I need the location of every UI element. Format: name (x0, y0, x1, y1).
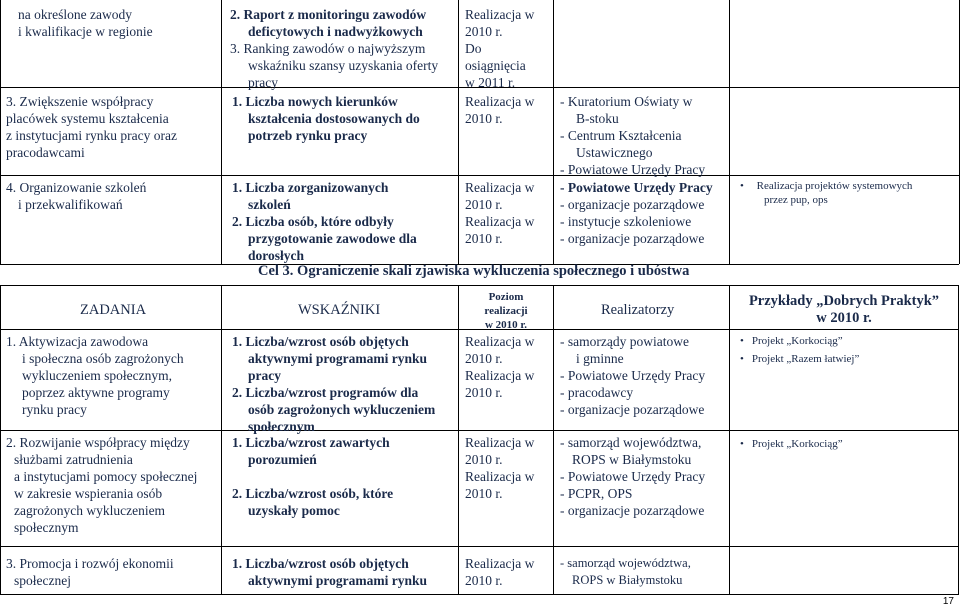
indicator-cell: 1. Liczba/wzrost osób objętych aktywnymi programami rynku (232, 556, 428, 588)
level-cell: Realizacja w 2010 r. Realizacja w 2010 r. (465, 435, 535, 501)
example-item: • Realizacja projektów systemowych przez pup, ops (740, 180, 913, 206)
implementers-cell: - samorządy powiatowe i gminne - Powiatowe Urzędy Pracy - pracodawcy - organizacje pozarządowe (560, 334, 706, 417)
task-cell: 3. Zwiększenie współpracy placówek systemu kształcenia z instytucjami rynku pracy oraz pracodawcami (6, 94, 177, 160)
example-item: • Projekt „Korkociąg” (740, 335, 843, 347)
bullet-icon: • (740, 353, 744, 365)
level-cell: Realizacja w 2010 r. Realizacja w 2010 r. (465, 180, 535, 246)
implementers-cell: - samorząd województwa, ROPS w Białymstoku (560, 556, 691, 587)
page-number: 17 (942, 596, 954, 607)
bullet-icon: • (740, 180, 744, 192)
task-cell: 4. Organizowanie szkoleń i przekwalifikowań (6, 180, 147, 212)
level-cell: Realizacja w 2010 r. Do osiągnięcia w 2011 r. (465, 7, 535, 90)
task-cell: 2. Rozwijanie współpracy między służbami zatrudnienia a instytucjami pomocy społecznej w zakresie wspierania osób zagrożonych wykluczeniem społecznym (6, 435, 198, 535)
indicator-cell: 2. Raport z monitoringu zawodów deficytowych i nadwyżkowych 3. Ranking zawodów o najwyższym wskaźniku szansy uzyskania oferty pracy (230, 7, 439, 90)
implementers-cell: - Kuratorium Oświaty w B-stoku - Centrum Kształcenia Ustawicznego - Powiatowe Urzędy Pracy (560, 94, 706, 177)
goal-heading: Cel 3. Ograniczenie skali zjawiska wykluczenia społecznego i ubóstwa (258, 263, 690, 279)
task-cell: 1. Aktywizacja zawodowa i społeczna osób zagrożonych wykluczeniem społecznym, poprzez aktywne programy rynku pracy (6, 334, 184, 417)
header-implementers: Realizatorzy (601, 302, 675, 318)
level-cell: Realizacja w 2010 r. Realizacja w 2010 r. (465, 334, 535, 400)
example-list (740, 334, 859, 366)
implementers-cell: - samorząd województwa, ROPS w Białymstoku - Powiatowe Urzędy Pracy - PCPR, OPS - organizacje pozarządowe (560, 435, 706, 518)
header-examples: Przykłady „Dobrych Praktyk” w 2010 r. (748, 293, 940, 326)
indicator-cell: 1. Liczba/wzrost osób objętych aktywnymi programami rynku pracy 2. Liczba/wzrost programów dla osób zagrożonych wykluczeniem społecznym (232, 334, 436, 434)
implementers-cell: - Powiatowe Urzędy Pracy - organizacje pozarządowe - instytucje szkoleniowe - organizacje pozarządowe (560, 180, 713, 246)
header-tasks: ZADANIA (80, 302, 147, 318)
level-cell: Realizacja w 2010 r. (465, 94, 535, 126)
bullet-icon: • (740, 335, 744, 347)
level-cell: Realizacja w 2010 r. (465, 556, 535, 588)
header-level: Poziom realizacji w 2010 r. (484, 291, 528, 331)
example-item: • Projekt „Razem łatwiej” (740, 353, 860, 365)
header-indicators: WSKAŹNIKI (298, 302, 381, 318)
indicator-cell: 1. Liczba/wzrost zawartych porozumień 2. Liczba/wzrost osób, które uzyskały pomoc (232, 435, 394, 518)
task-cell: na określone zawody i kwalifikacje w regionie (18, 7, 153, 39)
bullet-icon: • (740, 438, 744, 450)
task-cell: 3. Promocja i rozwój ekonomii społecznej (6, 556, 174, 588)
indicator-cell: 1. Liczba nowych kierunków kształcenia dostosowanych do potrzeb rynku pracy (232, 94, 420, 143)
indicator-cell: 1. Liczba zorganizowanych szkoleń 2. Liczba osób, które odbyły przygotowanie zawodowe dla dorosłych (232, 180, 417, 263)
example-item: • Projekt „Korkociąg” (740, 438, 843, 450)
